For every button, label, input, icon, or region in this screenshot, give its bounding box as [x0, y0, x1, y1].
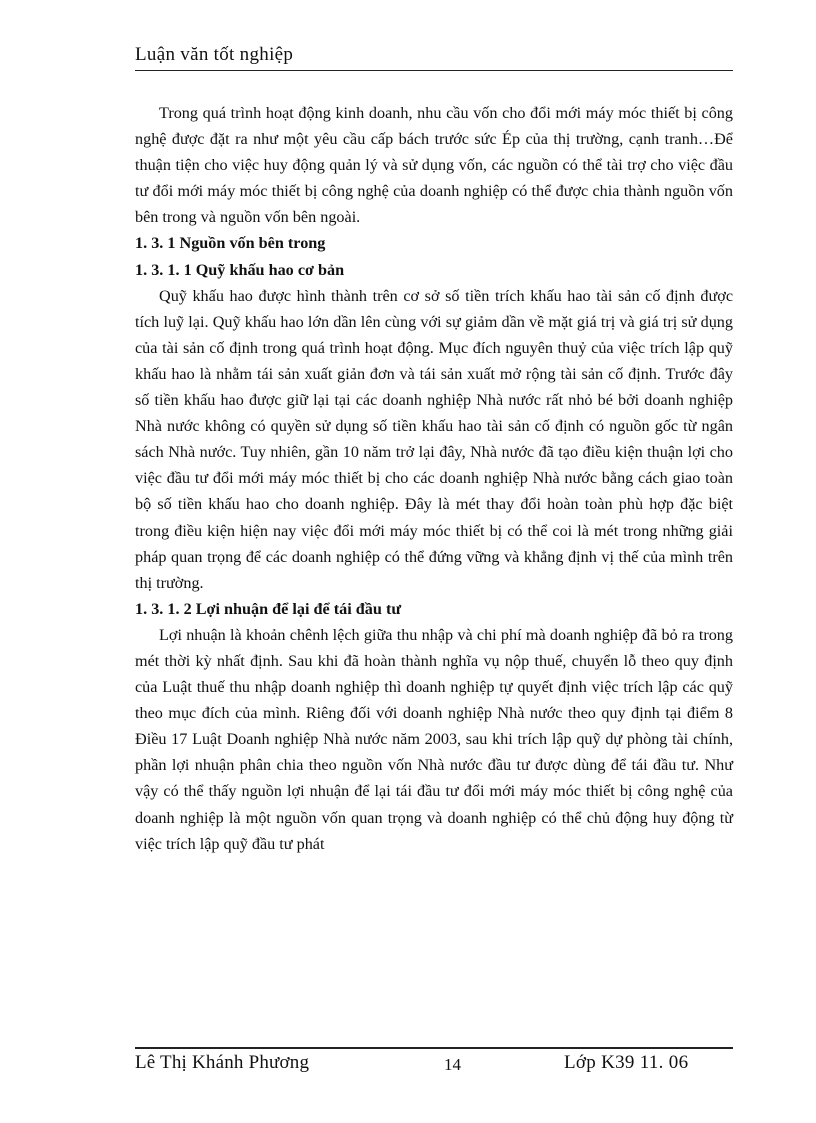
footer-class: Lớp K39 11. 06 [564, 1052, 689, 1073]
running-header: Luận văn tốt nghiệp [135, 44, 294, 65]
page-body [135, 100, 733, 857]
paragraph-depreciation-fund: Quỹ khấu hao được hình thành trên cơ sở số tiền trích khấu hao tài sản cố định được tích luỹ lại. Quỹ khấu hao lớn dần lên cùng với sự giảm dần về mặt giá trị và giá trị sử dụng của tài sản cố định trong quá trình hoạt động. Mục đích nguyên thuỷ của việc trích lập quỹ khấu hao là nhằm tái sản xuất giản đơn và tái sản xuất mở rộng tài sản cố định. Trước đây số tiền khấu hao được giữ lại tại các doanh nghiệp Nhà nước rất nhỏ bé bởi doanh nghiệp Nhà nước không có quyền sử dụng số tiền khấu hao tài sản cố định có nguồn gốc từ ngân sách Nhà nước. Tuy nhiên, gần 10 năm trở lại đây, Nhà nước đã tạo điều kiện thuận lợi cho việc đầu tư đổi mới máy móc thiết bị cho các doanh nghiệp Nhà nước bằng cách giao toàn bộ số tiền khấu hao cho doanh nghiệp. Đây là mét thay đổi hoàn toàn phù hợp đặc biệt trong điều kiện hiện nay việc đổi mới máy móc thiết bị có thể coi là mét trong những giải pháp quan trọng để các doanh nghiệp có thể đứng vững và khẳng định vị thế của mình trên thị trường. [135, 286, 733, 592]
section-heading-1-3-1-1: 1. 3. 1. 1 Quỹ khấu hao cơ bản [135, 260, 345, 279]
section-heading-1-3-1-2: 1. 3. 1. 2 Lợi nhuận để lại để tái đầu tư [135, 599, 402, 618]
footer-author: Lê Thị Khánh Phương [135, 1052, 310, 1073]
section-heading-1-3-1: 1. 3. 1 Nguồn vốn bên trong [135, 234, 326, 253]
paragraph-retained-profit: Lợi nhuận là khoản chênh lệch giữa thu nhập và chi phí mà doanh nghiệp đã bỏ ra trong mét thời kỳ nhất định. Sau khi đã hoàn thành nghĩa vụ nộp thuế, chuyển lỗ theo quy định của Luật thuế thu nhập doanh nghiệp thì doanh nghiệp tự quyết định việc trích lập các quỹ theo mục đích của mình. Riêng đối với doanh nghiệp Nhà nước theo quy định tại điểm 8 Điều 17 Luật Doanh nghiệp Nhà nước năm 2003, sau khi trích lập quỹ dự phòng tài chính, phần lợi nhuận phân chia theo nguồn vốn Nhà nước đầu tư được dùng để tái đầu tư. Như vậy có thể thấy nguồn lợi nhuận để lại tái đầu tư đổi mới máy móc thiết bị công nghệ của doanh nghiệp là một nguồn vốn quan trọng và doanh nghiệp có thể chủ động huy động từ việc trích lập quỹ đầu tư phát [135, 625, 733, 853]
paragraph-intro: Trong quá trình hoạt động kinh doanh, nhu cầu vốn cho đổi mới máy móc thiết bị công nghệ được đặt ra như một yêu cầu cấp bách trước sức Ép của thị trường, cạnh tranh…Để thuận tiện cho việc huy động quản lý và sử dụng vốn, các nguồn có thể tài trợ cho việc đầu tư đổi mới máy móc thiết bị công nghệ của doanh nghiệp có thể được chia thành nguồn vốn bên trong và nguồn vốn bên ngoài. [135, 104, 733, 227]
header-divider [135, 70, 733, 71]
footer-divider [135, 1047, 733, 1049]
page-number: 14 [444, 1055, 461, 1074]
